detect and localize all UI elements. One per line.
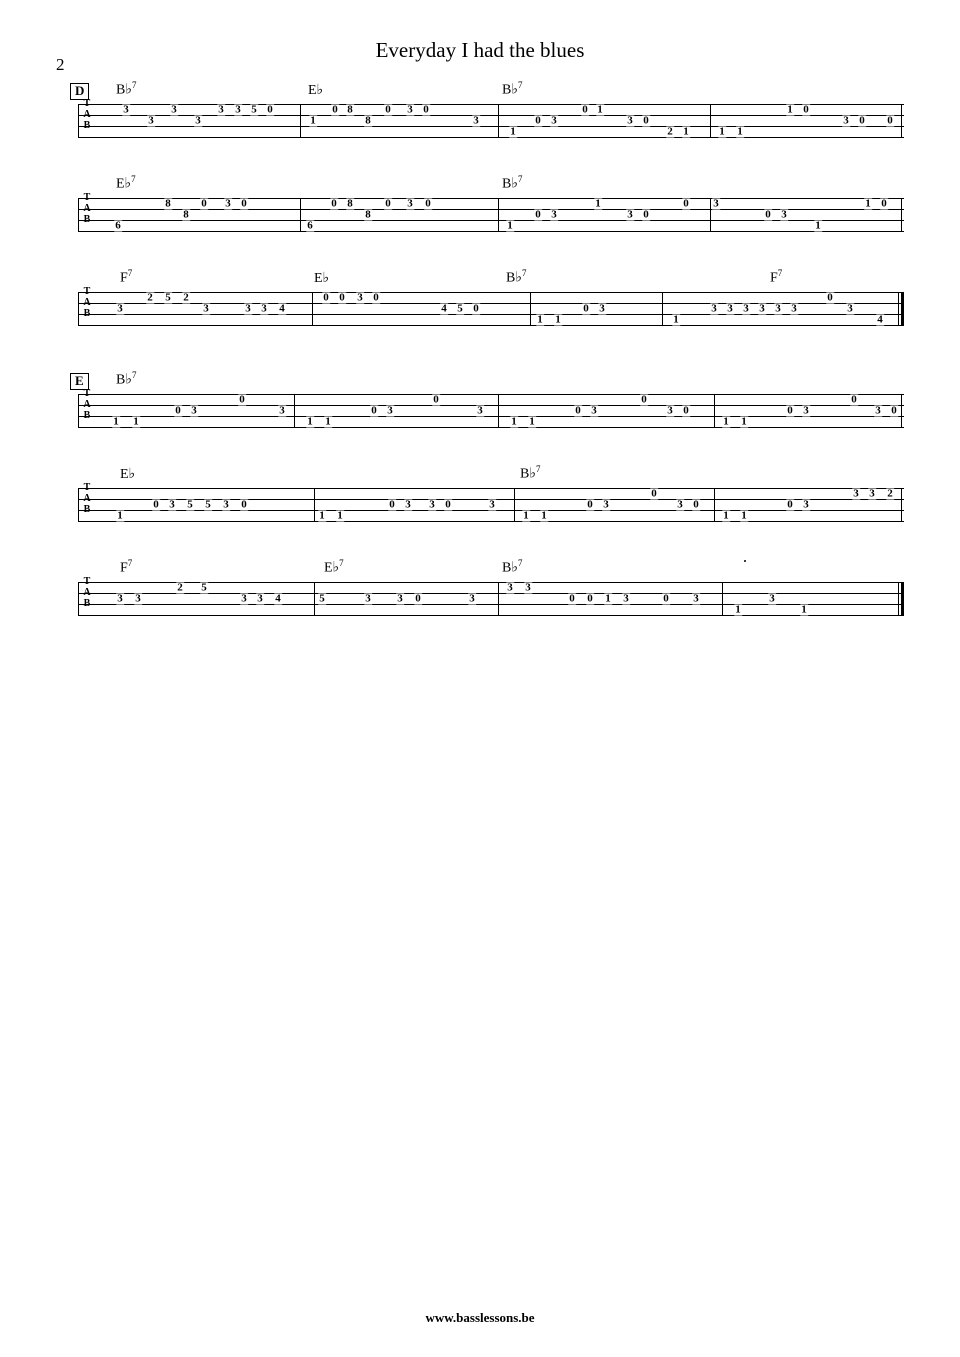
chord-symbol: B♭$^7$ — [502, 558, 523, 576]
tab-note: 3 — [117, 302, 123, 314]
tab-note: 8 — [347, 103, 353, 115]
tab-note: 2 — [183, 291, 189, 303]
tab-note: 5 — [187, 498, 193, 510]
tab-note: 4 — [441, 302, 447, 314]
tab-clef: T A B — [83, 576, 91, 609]
tab-note: 0 — [373, 291, 379, 303]
tab-note: 3 — [759, 302, 765, 314]
tab-note: 0 — [651, 487, 657, 499]
tab-note: 0 — [433, 393, 439, 405]
chord-symbol: B♭$^7$ — [520, 464, 541, 482]
staff-line — [78, 416, 904, 417]
staff-line — [78, 325, 904, 326]
page-title: Everyday I had the blues — [375, 38, 585, 62]
tab-note: 3 — [769, 592, 775, 604]
rehearsal-mark: E — [70, 373, 89, 390]
staff-line — [78, 521, 904, 522]
tab-note: 1 — [737, 125, 743, 137]
bar-line — [901, 198, 902, 231]
tab-note: 0 — [787, 404, 793, 416]
tab-note: 5 — [205, 498, 211, 510]
tab-note: 0 — [851, 393, 857, 405]
tab-note: 8 — [365, 208, 371, 220]
tab-note: 3 — [869, 487, 875, 499]
tab-system — [78, 266, 904, 334]
tab-note: 3 — [477, 404, 483, 416]
tab-note: 5 — [457, 302, 463, 314]
tab-note: 0 — [683, 404, 689, 416]
tab-note: 3 — [429, 498, 435, 510]
staff-line — [78, 126, 904, 127]
bar-line — [498, 104, 499, 137]
tab-note: 0 — [241, 197, 247, 209]
tab-note: 0 — [339, 291, 345, 303]
tab-note: 1 — [673, 313, 679, 325]
tab-note: 3 — [257, 592, 263, 604]
tab-note: 4 — [877, 313, 883, 325]
tab-note: 3 — [357, 291, 363, 303]
tab-note: 0 — [323, 291, 329, 303]
tab-note: 0 — [153, 498, 159, 510]
tab-note: 0 — [569, 592, 575, 604]
bar-line — [714, 488, 715, 521]
tab-note: 1 — [787, 103, 793, 115]
tab-note: 6 — [115, 219, 121, 231]
tab-note: 3 — [775, 302, 781, 314]
chord-row — [78, 556, 904, 576]
tab-note: 5 — [165, 291, 171, 303]
tab-note: 3 — [279, 404, 285, 416]
tab-note: 3 — [693, 592, 699, 604]
tab-note: 3 — [191, 404, 197, 416]
tab-note: 3 — [803, 404, 809, 416]
tab-note: 1 — [865, 197, 871, 209]
tab-note: 3 — [791, 302, 797, 314]
tab-note: 0 — [643, 114, 649, 126]
tab-note: 3 — [169, 498, 175, 510]
bar-line — [78, 488, 79, 521]
staff-line — [78, 292, 904, 293]
chord-symbol: E♭ — [120, 467, 136, 482]
tab-note: 3 — [203, 302, 209, 314]
chord-symbol: E♭$^7$ — [116, 174, 136, 192]
tab-note: 0 — [267, 103, 273, 115]
tab-note: 3 — [875, 404, 881, 416]
tab-note: 1 — [523, 509, 529, 521]
chord-symbol: B♭$^7$ — [502, 80, 523, 98]
tab-note: 1 — [801, 603, 807, 615]
rehearsal-mark: D — [70, 83, 89, 100]
bar-line — [722, 582, 723, 615]
staff-line — [78, 604, 904, 605]
staff-line — [78, 104, 904, 105]
tab-note: 3 — [148, 114, 154, 126]
tab-staff — [78, 388, 904, 436]
bar-line — [530, 292, 531, 325]
chord-symbol: B♭$^7$ — [116, 80, 137, 98]
tab-note: 2 — [887, 487, 893, 499]
tab-note: 3 — [551, 114, 557, 126]
tab-note: 1 — [511, 415, 517, 427]
bar-line — [898, 582, 899, 615]
tab-note: 1 — [723, 509, 729, 521]
tab-note: 8 — [365, 114, 371, 126]
bar-line — [78, 394, 79, 427]
tab-note: 3 — [261, 302, 267, 314]
bar-line — [78, 582, 79, 615]
tab-note: 1 — [723, 415, 729, 427]
tab-note: 3 — [603, 498, 609, 510]
tab-note: 1 — [319, 509, 325, 521]
tab-note: 3 — [195, 114, 201, 126]
tab-note: 1 — [605, 592, 611, 604]
tab-note: 0 — [827, 291, 833, 303]
staff-line — [78, 615, 904, 616]
tab-note: 3 — [551, 208, 557, 220]
tab-note: 3 — [843, 114, 849, 126]
tab-note: 0 — [643, 208, 649, 220]
tab-note: 5 — [319, 592, 325, 604]
tab-note: 0 — [331, 197, 337, 209]
tab-note: 0 — [583, 302, 589, 314]
chord-row — [78, 462, 904, 482]
bar-line — [901, 292, 904, 325]
tab-note: 0 — [587, 498, 593, 510]
tab-note: 0 — [201, 197, 207, 209]
tab-note: 3 — [781, 208, 787, 220]
tab-note: 0 — [425, 197, 431, 209]
bar-line — [714, 394, 715, 427]
tab-note: 0 — [445, 498, 451, 510]
tab-note: 3 — [627, 208, 633, 220]
tab-note: 0 — [859, 114, 865, 126]
tab-note: 3 — [405, 498, 411, 510]
tab-note: 1 — [683, 125, 689, 137]
bar-line — [78, 198, 79, 231]
bar-line — [901, 394, 902, 427]
footer-website: www.basslessons.be — [425, 1310, 535, 1325]
tab-staff — [78, 576, 904, 624]
tab-note: 2 — [177, 581, 183, 593]
tab-note: 3 — [591, 404, 597, 416]
tab-note: 1 — [337, 509, 343, 521]
tab-note: 3 — [853, 487, 859, 499]
staff-line — [78, 593, 904, 594]
tab-note: 3 — [525, 581, 531, 593]
tab-clef: T A B — [83, 286, 91, 319]
tab-note: 4 — [275, 592, 281, 604]
tab-note: 1 — [537, 313, 543, 325]
tab-system — [75, 368, 904, 436]
chord-row — [78, 172, 904, 192]
tab-note: 1 — [529, 415, 535, 427]
tab-note: 3 — [627, 114, 633, 126]
staff-line — [78, 427, 904, 428]
tab-note: 0 — [765, 208, 771, 220]
chord-symbol: $F^7$ — [120, 558, 133, 576]
tab-note: 5 — [251, 103, 257, 115]
tab-note: 3 — [711, 302, 717, 314]
chord-symbol: $F^7$ — [120, 268, 133, 286]
chord-symbol: E♭ — [314, 271, 330, 286]
staff-line — [78, 488, 904, 489]
tab-note: 8 — [165, 197, 171, 209]
staff-line — [78, 314, 904, 315]
chord-symbol: E♭ — [308, 83, 324, 98]
tab-note: 3 — [473, 114, 479, 126]
chord-row — [78, 266, 904, 286]
tab-note: 1 — [555, 313, 561, 325]
bar-line — [498, 582, 499, 615]
tab-clef: T A B — [83, 388, 91, 421]
tab-note: 3 — [245, 302, 251, 314]
bar-line — [300, 104, 301, 137]
tab-note: 0 — [241, 498, 247, 510]
tab-note: 3 — [847, 302, 853, 314]
chord-symbol: B♭$^7$ — [502, 174, 523, 192]
tab-clef: T A B — [83, 192, 91, 225]
tab-system — [78, 172, 904, 240]
chord-symbol: B♭$^7$ — [506, 268, 527, 286]
bar-line — [294, 394, 295, 427]
tab-note: 3 — [171, 103, 177, 115]
tab-note: 0 — [641, 393, 647, 405]
staccato-dot — [744, 560, 746, 562]
staff-line — [78, 510, 904, 511]
bar-line — [78, 292, 79, 325]
chord-symbol: B♭$^7$ — [116, 370, 137, 388]
tab-note: 3 — [387, 404, 393, 416]
tab-note: 1 — [741, 509, 747, 521]
tab-note: 1 — [595, 197, 601, 209]
tab-note: 5 — [201, 581, 207, 593]
tab-note: 1 — [325, 415, 331, 427]
bar-line — [314, 488, 315, 521]
chord-symbol: E♭$^7$ — [324, 558, 344, 576]
tab-system — [78, 556, 904, 624]
tab-note: 3 — [407, 197, 413, 209]
tab-note: 3 — [235, 103, 241, 115]
tab-note: 1 — [815, 219, 821, 231]
tab-note: 3 — [225, 197, 231, 209]
tab-note: 0 — [891, 404, 897, 416]
tab-note: 3 — [727, 302, 733, 314]
tab-note: 1 — [307, 415, 313, 427]
tab-note: 1 — [133, 415, 139, 427]
chord-row — [75, 78, 904, 98]
tab-note: 1 — [735, 603, 741, 615]
tab-note: 0 — [371, 404, 377, 416]
tab-note: 0 — [663, 592, 669, 604]
tab-note: 3 — [218, 103, 224, 115]
bar-line — [498, 394, 499, 427]
tab-clef: T A B — [83, 98, 91, 131]
tab-note: 1 — [117, 509, 123, 521]
tab-note: 2 — [667, 125, 673, 137]
tab-note: 1 — [507, 219, 513, 231]
staff-line — [78, 220, 904, 221]
tab-note: 3 — [743, 302, 749, 314]
tab-staff — [78, 98, 904, 146]
staff-line — [78, 231, 904, 232]
tab-note: 1 — [741, 415, 747, 427]
tab-note: 0 — [239, 393, 245, 405]
tab-note: 8 — [347, 197, 353, 209]
tab-note: 0 — [423, 103, 429, 115]
tab-note: 3 — [677, 498, 683, 510]
page-number: 2 — [56, 55, 65, 74]
bar-line — [514, 488, 515, 521]
bar-line — [901, 104, 902, 137]
tab-note: 0 — [385, 197, 391, 209]
tab-note: 3 — [713, 197, 719, 209]
tab-staff — [78, 192, 904, 240]
tab-note: 0 — [881, 197, 887, 209]
bar-line — [710, 104, 711, 137]
tab-note: 1 — [113, 415, 119, 427]
tab-note: 3 — [123, 103, 129, 115]
tab-note: 1 — [597, 103, 603, 115]
tab-system — [75, 78, 904, 146]
bar-line — [898, 292, 899, 325]
tab-staff — [78, 482, 904, 530]
tab-note: 0 — [575, 404, 581, 416]
staff-line — [78, 137, 904, 138]
tab-note: 1 — [510, 125, 516, 137]
tab-note: 1 — [719, 125, 725, 137]
bar-line — [901, 582, 904, 615]
tab-note: 3 — [407, 103, 413, 115]
tab-note: 3 — [397, 592, 403, 604]
tab-note: 3 — [469, 592, 475, 604]
tab-clef: T A B — [83, 482, 91, 515]
tab-note: 4 — [279, 302, 285, 314]
bar-line — [901, 488, 902, 521]
tab-note: 0 — [683, 197, 689, 209]
tab-note: 3 — [667, 404, 673, 416]
chord-row — [75, 368, 904, 388]
bar-line — [78, 104, 79, 137]
tab-staff — [78, 286, 904, 334]
tab-note: 3 — [803, 498, 809, 510]
tab-note: 0 — [582, 103, 588, 115]
bar-line — [710, 198, 711, 231]
tab-note: 6 — [307, 219, 313, 231]
tab-note: 0 — [175, 404, 181, 416]
tab-note: 0 — [535, 114, 541, 126]
tab-note: 2 — [147, 291, 153, 303]
tab-note: 0 — [389, 498, 395, 510]
tab-note: 3 — [241, 592, 247, 604]
tab-note: 3 — [135, 592, 141, 604]
tab-note: 0 — [787, 498, 793, 510]
tab-note: 0 — [415, 592, 421, 604]
tab-note: 3 — [223, 498, 229, 510]
tab-note: 0 — [535, 208, 541, 220]
tab-note: 0 — [332, 103, 338, 115]
staff-line — [78, 115, 904, 116]
tab-note: 3 — [507, 581, 513, 593]
bar-line — [662, 292, 663, 325]
tab-note: 3 — [489, 498, 495, 510]
tab-note: 1 — [541, 509, 547, 521]
bar-line — [300, 198, 301, 231]
tab-note: 3 — [117, 592, 123, 604]
bar-line — [314, 582, 315, 615]
tab-note: 1 — [310, 114, 316, 126]
tab-note: 0 — [385, 103, 391, 115]
bar-line — [312, 292, 313, 325]
tab-note: 0 — [803, 103, 809, 115]
tab-note: 3 — [599, 302, 605, 314]
tab-note: 0 — [587, 592, 593, 604]
chord-symbol: $F^7$ — [770, 268, 783, 286]
tab-note: 0 — [693, 498, 699, 510]
tab-system — [78, 462, 904, 530]
tab-note: 0 — [887, 114, 893, 126]
bar-line — [498, 198, 499, 231]
tab-note: 3 — [365, 592, 371, 604]
staff-line — [78, 405, 904, 406]
tab-note: 0 — [473, 302, 479, 314]
tab-note: 8 — [183, 208, 189, 220]
staff-line — [78, 394, 904, 395]
tab-note: 3 — [623, 592, 629, 604]
